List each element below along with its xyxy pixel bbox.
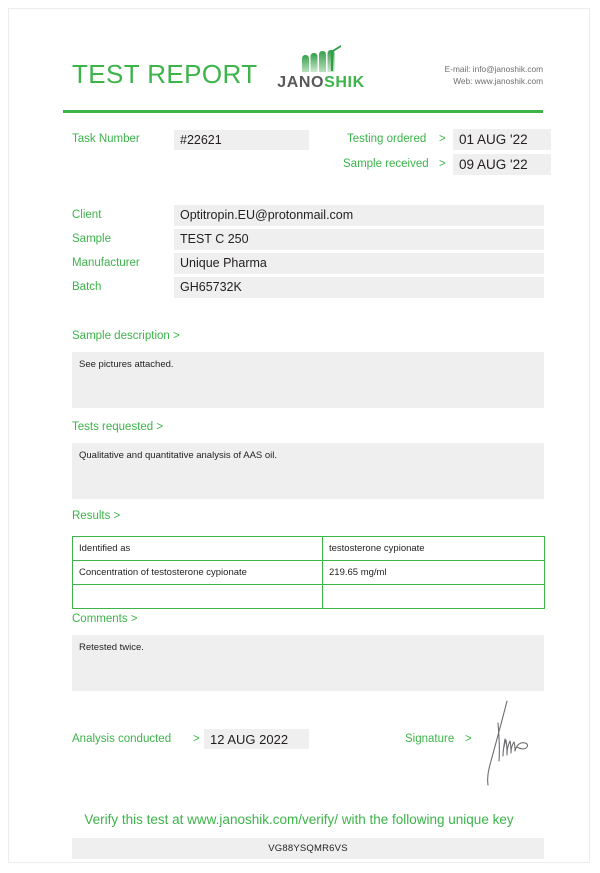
info-row-client	[72, 205, 544, 229]
comments-heading: Comments >	[72, 613, 138, 625]
info-row-batch	[72, 277, 544, 301]
result-value-1: 219.65 mg/ml	[323, 561, 545, 585]
analysis-conducted-arrow: >	[193, 733, 200, 745]
testing-ordered-label: Testing ordered	[347, 133, 427, 145]
result-name-2	[73, 585, 323, 609]
report-header	[63, 41, 543, 107]
sample-description-heading: Sample description >	[72, 330, 180, 342]
client-label: Client	[72, 209, 102, 221]
contact-web: Web: www.janoshik.com	[453, 76, 543, 86]
testing-ordered-arrow: >	[439, 133, 446, 145]
signature-arrow: >	[465, 733, 472, 745]
tests-requested-text: Qualitative and quantitative analysis of AAS oil.	[72, 443, 544, 499]
unique-key-value: VG88YSQMR6VS	[72, 838, 544, 859]
page-title: TEST REPORT	[72, 59, 258, 89]
table-row	[73, 585, 545, 609]
sample-received-value: 09 AUG '22	[453, 154, 551, 175]
sample-description-text: See pictures attached.	[72, 352, 544, 408]
testing-ordered-value: 01 AUG '22	[453, 129, 551, 150]
brand-word-dark: JANO	[277, 74, 325, 91]
batch-value: GH65732K	[174, 277, 544, 298]
manufacturer-label: Manufacturer	[72, 257, 140, 269]
result-name-1: Concentration of testosterone cypionate	[73, 561, 323, 585]
brand-logo	[266, 45, 376, 92]
sample-info-table	[72, 205, 544, 301]
batch-label: Batch	[72, 281, 102, 293]
sample-received-arrow: >	[439, 158, 446, 170]
report-page	[8, 8, 590, 863]
comments-text: Retested twice.	[72, 635, 544, 691]
table-row	[73, 537, 545, 561]
info-row-sample	[72, 229, 544, 253]
results-table	[72, 536, 545, 609]
info-row-manufacturer	[72, 253, 544, 277]
task-number-value: #22621	[174, 130, 309, 150]
table-row	[73, 561, 545, 585]
header-divider	[63, 110, 543, 113]
sample-received-label: Sample received	[343, 158, 429, 170]
analysis-conducted-label: Analysis conducted	[72, 733, 172, 745]
result-value-2	[323, 585, 545, 609]
signature-label: Signature	[405, 733, 455, 745]
bar-chart-logo-icon	[266, 45, 376, 73]
analysis-conducted-value: 12 AUG 2022	[204, 729, 309, 749]
signature-image	[479, 699, 559, 789]
brand-word-green: SHIK	[324, 74, 365, 91]
contact-info	[445, 63, 543, 87]
client-value: Optitropin.EU@protonmail.com	[174, 205, 544, 226]
result-value-0: testosterone cypionate	[323, 537, 545, 561]
result-name-0: Identified as	[73, 537, 323, 561]
sample-label: Sample	[72, 233, 111, 245]
manufacturer-value: Unique Pharma	[174, 253, 544, 274]
task-number-label: Task Number	[72, 133, 140, 145]
contact-email: E-mail: info@janoshik.com	[444, 64, 543, 74]
verify-instruction: Verify this test at www.janoshik.com/verify/ with the following unique key	[84, 812, 514, 827]
brand-wordmark	[266, 74, 376, 92]
sample-value: TEST C 250	[174, 229, 544, 250]
results-heading: Results >	[72, 510, 121, 522]
tests-requested-heading: Tests requested >	[72, 421, 164, 433]
